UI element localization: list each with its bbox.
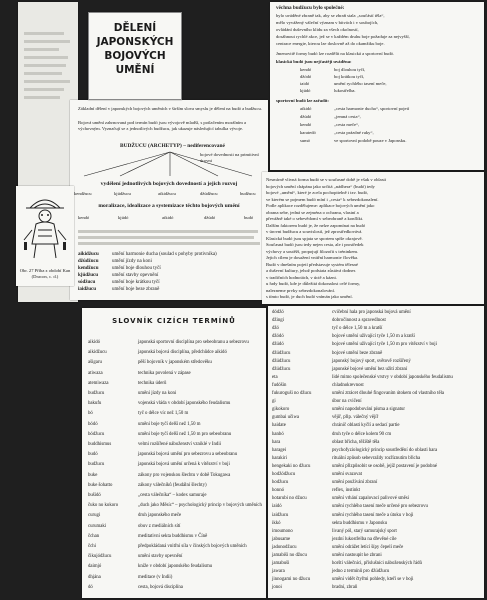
right-middle-line: nalezneme prvky sebezdokonalování. <box>266 287 336 293</box>
glossary-definition: vojenská vláda v období japonského feudalismu <box>138 401 231 407</box>
right-middle-line: obrana sebe, jedná se zejména o ochranu, vlastní a <box>266 209 359 215</box>
diagram-way-0: kendó <box>78 215 90 220</box>
glossary-entry <box>82 442 266 452</box>
glossary-definition: umění boje tyčí delší než 1,50 m pro sebeobranu <box>138 431 232 437</box>
glossary-definition: „cesta válečníka“ – kodex samuraje <box>138 493 207 498</box>
left-main-page <box>70 100 268 300</box>
glossary-term: hodžucu <box>272 480 289 486</box>
glossary-definition: japonská bojová umění určená k vítězství v boji <box>138 462 230 468</box>
glossary-term: iaidžucu <box>272 512 289 518</box>
glossary-term: bó <box>88 411 93 417</box>
glossary-definition: umění rychlého tasení meče určené pro sebezrovu <box>332 504 428 510</box>
right-top-heading: věchna budžucu bylo společné: <box>276 5 345 11</box>
diagram-way-3: džúdó <box>204 215 216 220</box>
figure-caption: Obr. 27 Příba z období Kan (Dracon, c. d.) <box>19 268 71 279</box>
right-top-line: mělo vyvážený váleční význam v bitvách i v soubojích, <box>276 20 379 25</box>
right-top-page <box>270 2 484 170</box>
glossary-term: imoumono <box>272 528 293 534</box>
glossary-left-list <box>82 340 266 598</box>
glossary-term: čchi <box>88 544 96 549</box>
glossary-term: budó <box>88 452 98 458</box>
sport-term: kendó <box>300 122 312 127</box>
glossary-entry <box>268 423 484 431</box>
glossary-term: džó <box>272 326 279 332</box>
title-line-4: UMĚNÍ <box>115 64 155 76</box>
glossary-definition: umění vrhání zapalovací palivové směsi <box>332 496 409 502</box>
diagram-level3: moralizace, idealizace a systemizace těchto bojových umění <box>98 203 240 209</box>
glossary-term: bódžucu <box>88 431 105 437</box>
classic-desc: boj dlouhou tyčí, <box>334 67 366 72</box>
glossary-term: gi <box>272 399 276 405</box>
glossary-term: aikidžucu <box>88 350 107 356</box>
glossary-definition: technika povolená v zápase <box>138 370 191 376</box>
glossary-entry <box>268 488 484 496</box>
glossary-entry <box>268 432 484 440</box>
glossary-term: fudóšin <box>272 382 287 388</box>
glossary-definition: tyč o délce 1,50 m a kratší <box>332 326 383 332</box>
glossary-term: curumaki <box>88 523 107 529</box>
glossary-entry <box>82 340 266 350</box>
glossary-term: aikidó <box>88 340 100 345</box>
classic-desc: umění rychlého tasení meče, <box>334 81 387 86</box>
glossary-entry <box>82 575 266 585</box>
glossary-entry <box>268 585 484 593</box>
classic-desc: boj krátkou tyčí, <box>334 74 365 79</box>
list-item: kendžucu umění boje dlouhou tyčí <box>78 266 161 271</box>
glossary-definition: sekta buddhismu v Japonsku <box>332 520 388 526</box>
glossary-definition: zákony válečníků (feudální šlechty) <box>138 482 207 488</box>
glossary-title: SLOVNÍK CIZÍCH TERMÍNŮ <box>112 317 236 325</box>
glossary-term: buke šohatto <box>88 482 113 488</box>
list-item: aikidžucu umění harmonie ducha (soulad s pohyby protivníka) <box>78 252 217 257</box>
glossary-entry <box>82 473 266 483</box>
list-item: sódžucu umění boje krátkou tyčí <box>78 280 160 285</box>
right-middle-page <box>262 172 484 304</box>
glossary-entry <box>82 371 266 381</box>
glossary-entry <box>268 310 484 318</box>
glossary-entry <box>268 367 484 375</box>
glossary-entry <box>82 360 266 370</box>
glossary-term: džúdžucu <box>272 366 291 372</box>
glossary-definition: umění nastoupit ke zbrani <box>332 553 382 558</box>
glossary-entry <box>82 391 266 401</box>
glossary-entry <box>268 577 484 585</box>
glossary-term: jabusame <box>272 536 291 542</box>
sport-desc: „cesta meče“, <box>334 122 360 127</box>
glossary-entry <box>268 391 484 399</box>
sport-term: aikidó <box>300 106 312 111</box>
glossary-entry <box>82 432 266 442</box>
glossary-entry <box>268 569 484 577</box>
glossary-definition: velmi rozšířené náboženství vzniklé v Indii <box>138 442 221 447</box>
right-top-line: dosáhnout rychlé akce, jež se v každém druhu boje požaduje za nejvyšší, <box>276 34 410 39</box>
glossary-entry <box>82 452 266 462</box>
glossary-entry <box>268 359 484 367</box>
title-line-3: BOJOVÝCH <box>104 50 166 62</box>
glossary-definition: umění jízdy na koni <box>138 391 177 396</box>
right-middle-line: výchovy a soutěží, propojují filozofii s tréninkem. <box>266 248 359 254</box>
glossary-entry <box>82 564 266 574</box>
classic-term: kjúdó <box>300 88 311 93</box>
glossary-left-page <box>82 308 266 598</box>
glossary-definition: japonská bojová umění pro sebezrovu a sebeobranu <box>138 452 238 458</box>
right-middle-line: Dalším faktorem budó je, že nelze zapomínat na budó <box>266 222 366 228</box>
glossary-entry <box>268 334 484 342</box>
glossary-entry <box>268 342 484 350</box>
glossary-term: džúdó <box>272 342 284 348</box>
samurai-illustration <box>16 186 74 266</box>
glossary-entry <box>268 496 484 504</box>
diagram-art-3: džúdžucu <box>200 191 218 196</box>
glossary-entry <box>268 351 484 359</box>
right-top-line: ovládání duševního klidu za všech okolností, <box>276 27 359 32</box>
glossary-entry <box>268 326 484 334</box>
glossary-definition: japonská sportovní disciplína pro sebeobranu a sebezrovu <box>138 340 249 345</box>
glossary-definition: jedno z termínů pro džúdžucu <box>332 569 390 575</box>
glossary-entry <box>82 524 266 534</box>
list-item: iaidžucu umění boje beze zbraně <box>78 287 160 292</box>
glossary-term: atemiwaza <box>88 380 109 386</box>
glossary-term: buke <box>88 472 98 478</box>
diagram-arts-row <box>70 192 268 200</box>
glossary-entry <box>268 545 484 553</box>
glossary-term: hotarubi no džucu <box>272 496 307 502</box>
glossary-definition: bojové umění beze zbraně <box>332 350 383 356</box>
glossary-term: harakiri <box>272 455 287 461</box>
glossary-entry <box>82 544 266 554</box>
glossary-term: bakufu <box>88 401 102 407</box>
glossary-term: dó <box>88 584 93 590</box>
glossary-definition: jezdní lukostřelba na dřevěné cíle <box>332 536 397 542</box>
glossary-entry <box>268 375 484 383</box>
glossary-definition: umění napodobování písma a signatur <box>332 407 406 413</box>
right-middle-line: a duševní kultury, jehož podstata zůstává dodnes <box>266 268 356 273</box>
diagram-way-4: budó <box>244 215 254 220</box>
right-top-paragraph: Jmenovitě formy budó lze rozdělit na klasická a sportovní budó. <box>276 51 395 56</box>
glossary-entry <box>82 411 266 421</box>
glossary-entry <box>268 383 484 391</box>
glossary-term: honnó <box>272 488 284 494</box>
classic-term: džódó <box>300 74 312 79</box>
glossary-term: jadonodžucu <box>272 544 297 550</box>
sport-term: džúdó <box>300 114 312 119</box>
glossary-definition: chladnokrevnost <box>332 382 364 388</box>
diagram-arrows-top <box>70 150 268 182</box>
glossary-term: jonoi <box>272 585 282 591</box>
right-middle-line: bojové „umění“, které je zcela pochopitelně i tzv. budó, <box>266 190 369 195</box>
diagram-way-1: kjúdó <box>118 215 129 220</box>
sport-desc: „cesta harmonie ducha“, sportovní pojetí <box>334 106 410 111</box>
glossary-definition: japonská bojová disciplína, předchůdce aikidó <box>138 350 227 356</box>
glossary-term: buddhismus <box>88 442 112 447</box>
glossary-term: curugi <box>88 513 101 519</box>
glossary-entry <box>268 504 484 512</box>
development-diagram <box>70 144 268 248</box>
diagram-art-0: kendžucu <box>74 191 92 196</box>
glossary-entry <box>268 399 484 407</box>
glossary-definition: vějíř, přip. válečný vějíř <box>332 415 379 421</box>
glossary-entry <box>268 318 484 326</box>
title-sheet <box>88 12 182 100</box>
sport-term: karatedó <box>300 130 316 135</box>
glossary-term: gumbai učiwa <box>272 415 300 421</box>
glossary-definition: umění svazovat <box>332 472 362 477</box>
glossary-entry <box>82 350 266 360</box>
glossary-entry <box>268 440 484 448</box>
glossary-definition: kníže v období japonského feudalismu <box>138 564 213 570</box>
glossary-definition: umění přizpůsobit se osobě, jejíž postavení je podobné <box>332 463 437 469</box>
glossary-entry <box>268 407 484 415</box>
glossary-entry <box>82 534 266 544</box>
glossary-entry <box>268 553 484 561</box>
glossary-definition: umění ztrácet dlouhé fingovaním útokem od vlastního těla <box>332 391 445 396</box>
glossary-definition: psychofyziologický princip soustředění do oblasti hara <box>332 447 438 453</box>
glossary-definition: reflex, instinkt <box>332 488 360 494</box>
glossary-term: haragei <box>272 447 287 453</box>
glossary-entry <box>268 464 484 472</box>
right-middle-line: v úrovni budžucu a souvislostí, jež zprostředkovává. <box>266 229 363 234</box>
glossary-term: džúdžucu <box>272 350 291 356</box>
glossary-definition: bojové umění užívající tyče 1,50 m pro vítězství v boji <box>332 342 437 348</box>
glossary-definition: cesta, bojová disciplína <box>138 584 183 590</box>
glossary-term: daimjó <box>88 564 102 570</box>
diagram-root-sub: bojové dovednosti na primitivní úrovni <box>200 152 259 163</box>
title-line-2: JAPONSKÝCH <box>96 36 174 48</box>
glossary-entry <box>268 513 484 521</box>
glossary-term: bódó <box>88 421 98 427</box>
right-top-line: bylo uváděné zbraně tak, aby se zbraň stala „součástí těla“, <box>276 13 385 18</box>
glossary-term: džódó <box>272 334 284 340</box>
glossary-definition: úbor na cvičení <box>332 399 362 405</box>
glossary-definition: japonské bojové umění bez užití zbraní <box>332 366 408 372</box>
glossary-term: bušidó <box>88 493 101 498</box>
right-middle-line: Budó v dnešním pojetí představuje systém tělesné <box>266 261 358 267</box>
glossary-right-list <box>268 310 484 598</box>
list-item: kjúdžucu umění stavby opevnění <box>78 273 159 278</box>
glossary-term: čchan <box>88 533 100 539</box>
sport-term: sumó <box>300 138 310 143</box>
right-middle-line: v tradičních hodnotách, v úctě a kázni. <box>266 274 337 280</box>
sport-desc: „cesta prázdné ruky“, <box>334 130 374 135</box>
glossary-definition: cvičební hala pro japonská bojová umění <box>332 310 411 315</box>
glossary-term: haidate <box>272 423 286 429</box>
right-middle-line: bojových umění chápána jako určitá „nádhera“ (budó) tedy <box>266 183 375 189</box>
glossary-term: gikokoro <box>272 407 290 413</box>
glossary-definition: druh japonského meče <box>138 513 182 519</box>
glossary-term: jamabiši no džucu <box>272 553 307 558</box>
glossary-definition: meditace (v Indii) <box>138 574 173 580</box>
glossary-definition: obuv z mediálních sítí <box>138 523 181 529</box>
glossary-definition: umění stavby opevnění <box>138 554 183 560</box>
glossary-term: džingi <box>272 318 284 324</box>
glossary-term: atiwaza <box>88 370 103 376</box>
glossary-definition: rituální způsob sebevraždy rozříznutím břicha <box>332 455 421 461</box>
glossary-definition: dobročinnost a spravedlnost <box>332 318 386 324</box>
glossary-definition: bradní, zbraň <box>332 585 358 591</box>
glossary-definition: „duch jako Měsíc“ – psychologický princip v bojových uměních <box>138 503 262 509</box>
glossary-term: iaidó <box>272 504 282 510</box>
glossary-entry <box>268 448 484 456</box>
diagram-level2: vydělení jednotlivých bojových dovedností a jejich rozvoj <box>100 181 238 187</box>
glossary-entry <box>268 561 484 569</box>
glossary-term: jinnogami no džucu <box>272 577 311 583</box>
jutsu-list <box>74 252 264 300</box>
list-item: džúdžucu umění jízdy na koni <box>78 259 152 264</box>
glossary-entry <box>268 537 484 545</box>
glossary-term: dódžó <box>272 310 284 315</box>
glossary-term: hodžódžucu <box>272 472 296 477</box>
glossary-entry <box>82 585 266 595</box>
glossary-entry <box>82 422 266 432</box>
title-line-1: DĚLENÍ <box>113 22 157 34</box>
glossary-term: ašigaru <box>88 360 102 366</box>
glossary-term: čikujódžucu <box>88 554 112 560</box>
diagram-ways-row <box>70 216 268 224</box>
glossary-definition: umění používání zbraní <box>332 480 378 486</box>
glossary-entry <box>82 493 266 503</box>
classic-label: klasická budó jsou nejčastěji uváděna: <box>276 59 352 64</box>
glossary-definition: zákony pro vojenskou šlechtu v době Tokugawa <box>138 472 231 478</box>
right-middle-line: u řady budó, kde je důležitá dokonalost celé formy, <box>266 281 361 286</box>
glossary-entry <box>268 472 484 480</box>
illustration-card <box>16 186 74 286</box>
classic-term: kendó <box>300 67 312 72</box>
glossary-entry <box>268 415 484 423</box>
right-top-line: centrace energie, kterou lze doslovně až do okamžiku boje. <box>276 41 385 46</box>
sport-label: sportovní budó lze zařadit: <box>276 98 329 103</box>
right-middle-line: Klasická budó jsou spjata se sportem spíše okrajově. <box>266 235 363 241</box>
classic-desc: lukostřelba. <box>334 88 356 93</box>
glossary-entry <box>268 521 484 529</box>
glossary-definition: druh tyče o délce kolem 90 cm <box>332 431 392 437</box>
glossary-term: dhjána <box>88 574 101 580</box>
glossary-entry <box>82 554 266 564</box>
glossary-entry <box>82 462 266 472</box>
diagram-art-2: aikidžucu <box>158 191 176 196</box>
glossary-entry <box>82 483 266 493</box>
glossary-entry <box>82 381 266 391</box>
glossary-definition: chránič oblasti kyčlí a sedací partie <box>332 423 400 429</box>
glossary-definition: oblast břicha, těžiště těla <box>332 439 380 445</box>
glossary-term: jawara <box>272 569 285 575</box>
right-middle-line: Nesmírně vlivná forma budó se v současné době je však v oblasti <box>266 177 387 182</box>
intro-paragraph-1: Základní dělení v japonských bojových uměních v širším slova smyslu je dělení na budó a budžucu. <box>78 106 262 111</box>
glossary-definition: horští válečníci, příslušníci náboženských řádů <box>332 561 422 567</box>
glossary-definition: umění vidět čtyřmi pohledy, kteří se v boji <box>332 577 414 583</box>
glossary-definition: umění rychlého tasení meče a útoku v boji <box>332 512 414 518</box>
glossary-definition: livaný pól, starý samurajský sport <box>332 528 397 534</box>
glossary-term: jamabuši <box>272 561 290 567</box>
glossary-definition: tyč o délce víc než 1,50 m <box>138 411 189 417</box>
diagram-root: BUDŽUCU (ARCHETYP) – nediferencované <box>120 143 225 149</box>
right-middle-line: ve kterém se pojmem budó míní i „cesta“ k sebezdokonalení. <box>266 196 379 202</box>
right-middle-line: Jejich cílem je dosažení vnitřní harmonie člověka. <box>266 255 359 260</box>
right-middle-line: převážně také o sebevědomí v sebeobraně a konflikt. <box>266 216 364 221</box>
sport-desc: ve sportovní podobě pouze v Japonsku. <box>334 138 407 143</box>
right-middle-line: Současná budó jsou tedy nejen cesta, ale i prostředek <box>266 242 364 247</box>
glossary-entry <box>268 529 484 537</box>
sport-desc: „jemná cesta“, <box>334 114 361 119</box>
glossary-term: eta <box>272 374 278 380</box>
glossary-term: džúdžucu <box>272 358 291 364</box>
glossary-term: hanbó <box>272 431 284 437</box>
glossary-entry <box>82 401 266 411</box>
glossary-term: budžucu <box>88 462 105 468</box>
glossary-term: čuko no kokoro <box>88 503 119 509</box>
glossary-definition: umění odrážet letící šípy čepelí meče <box>332 544 404 550</box>
glossary-term: fukuroguši no džucu <box>272 391 312 396</box>
glossary-definition: bojové umění užívající tyče 1,50 m a kratší <box>332 334 415 340</box>
glossary-definition: pěší bojovník v japonském středověku <box>138 360 212 366</box>
intro-paragraph-2: Bojová umění zahrnovaná pod termín budó jsou vývojově mladší, s potlačením morálním a výchovným. Vyznačují se z jednotlivých budžucu, jak ukazuje následující tabulka vývoje. <box>78 120 247 131</box>
glossary-entry <box>82 513 266 523</box>
glossary-entry <box>82 503 266 513</box>
glossary-definition: technika úderů <box>138 380 167 386</box>
glossary-term: ikkó <box>272 520 281 526</box>
diagram-way-2: aikidó <box>162 215 174 220</box>
glossary-definition: předpokládaná vnitřní síla v čínských bojových uměních <box>138 544 247 549</box>
right-middle-line: s tímto budó, je duch budó vnímán jako umění. <box>266 294 353 299</box>
right-middle-line: Podle aplikace rozdělujeme: aplikace bojových umění jako <box>266 203 375 208</box>
glossary-term: budžucu <box>88 391 105 396</box>
glossary-right-page <box>268 306 484 598</box>
glossary-term: hara <box>272 439 281 445</box>
glossary-definition: umění boje tyčí delší než 1,50 m <box>138 421 201 427</box>
glossary-term: hengekaki no džucu <box>272 463 311 469</box>
diagram-art-1: kjúdžucu <box>114 191 131 196</box>
classic-term: iaidó <box>300 81 310 86</box>
glossary-definition: meditativní sekta buddhismu v Číně <box>138 533 208 539</box>
glossary-definition: japonský bojový sport, světově rozšířený <box>332 358 411 364</box>
glossary-definition: lidé mimo společenské vrstvy v období japonského feudalismu <box>332 374 453 380</box>
glossary-entry <box>268 456 484 464</box>
diagram-art-4: budžucu <box>240 191 256 196</box>
glossary-entry <box>268 480 484 488</box>
